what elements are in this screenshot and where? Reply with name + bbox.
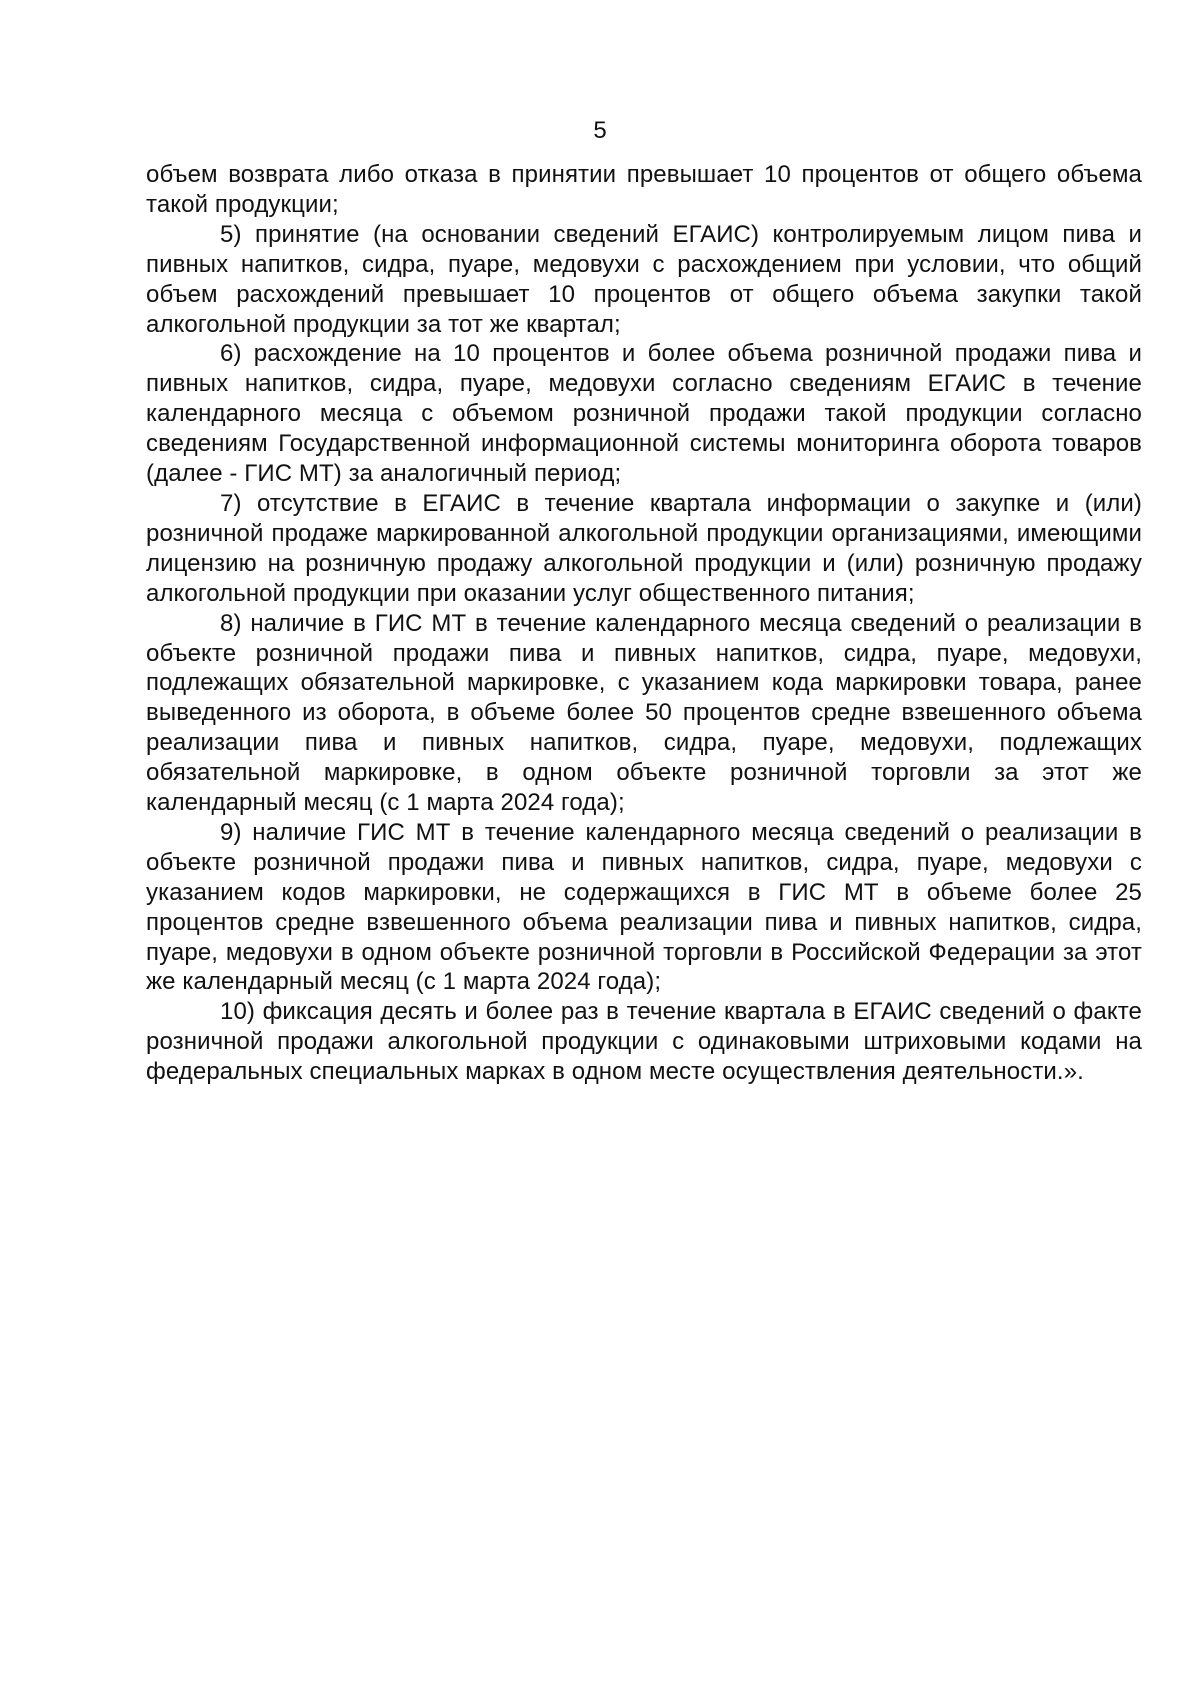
paragraph-item-7: 7) отсутствие в ЕГАИС в течение квартала информации о закупке и (или) розничной продаже маркированной алкогольной продукции организациями, имеющими лицензию на розничную продажу алкогольной продукции и (или) розничную продажу алкогольной продукции при оказании услуг общественного питания;: [146, 489, 1142, 607]
paragraph-item-8: 8) наличие в ГИС МТ в течение календарного месяца сведений о реализации в объекте розничной продажи пива и пивных напитков, сидра, пуаре, медовухи, подлежащих обязательной маркировке, с указанием кода маркировки товара, ранее выведенного из оборота, в объеме более 50 процентов средне взвешенного объема реализации пива и пивных напитков, сидра, пуаре, медовухи, подлежащих обязательной маркировке, в одном объекте розничной торговли за этот же календарный месяц (с 1 марта 2024 года);: [146, 609, 1142, 817]
paragraph-continuation: объем возврата либо отказа в принятии превышает 10 процентов от общего объема такой продукции;: [146, 161, 1142, 218]
document-body: [146, 160, 1142, 1087]
paragraph-item-9: 9) наличие ГИС МТ в течение календарного месяца сведений о реализации в объекте розничной продажи пива и пивных напитков, сидра, пуаре, медовухи с указанием кодов маркировки, не содержащихся в ГИС МТ в объеме более 25 процентов средне взвешенного объема реализации пива и пивных напитков, сидра, пуаре, медовухи в одном объекте розничной торговли в Российской Федерации за этот же календарный месяц (с 1 марта 2024 года);: [146, 818, 1142, 996]
paragraph-item-10: 10) фиксация десять и более раз в течение квартала в ЕГАИС сведений о факте розничной продажи алкогольной продукции с одинаковыми штриховыми кодами на федеральных специальных марках в одном месте осуществления деятельности.».: [146, 998, 1142, 1086]
paragraph-item-5: 5) принятие (на основании сведений ЕГАИС) контролируемым лицом пива и пивных напитков, сидра, пуаре, медовухи с расхождением при условии, что общий объем расхождений превышает 10 процентов от общего объема закупки такой алкогольной продукции за тот же квартал;: [146, 220, 1142, 338]
paragraph-item-6: 6) расхождение на 10 процентов и более объема розничной продажи пива и пивных напитков, сидра, пуаре, медовухи согласно сведениям ЕГАИС в течение календарного месяца с объемом розничной продажи такой продукции согласно сведениям Государственной информационной системы мониторинга оборота товаров (далее - ГИС МТ) за аналогичный период;: [146, 340, 1142, 488]
page-number: 5: [593, 117, 607, 144]
